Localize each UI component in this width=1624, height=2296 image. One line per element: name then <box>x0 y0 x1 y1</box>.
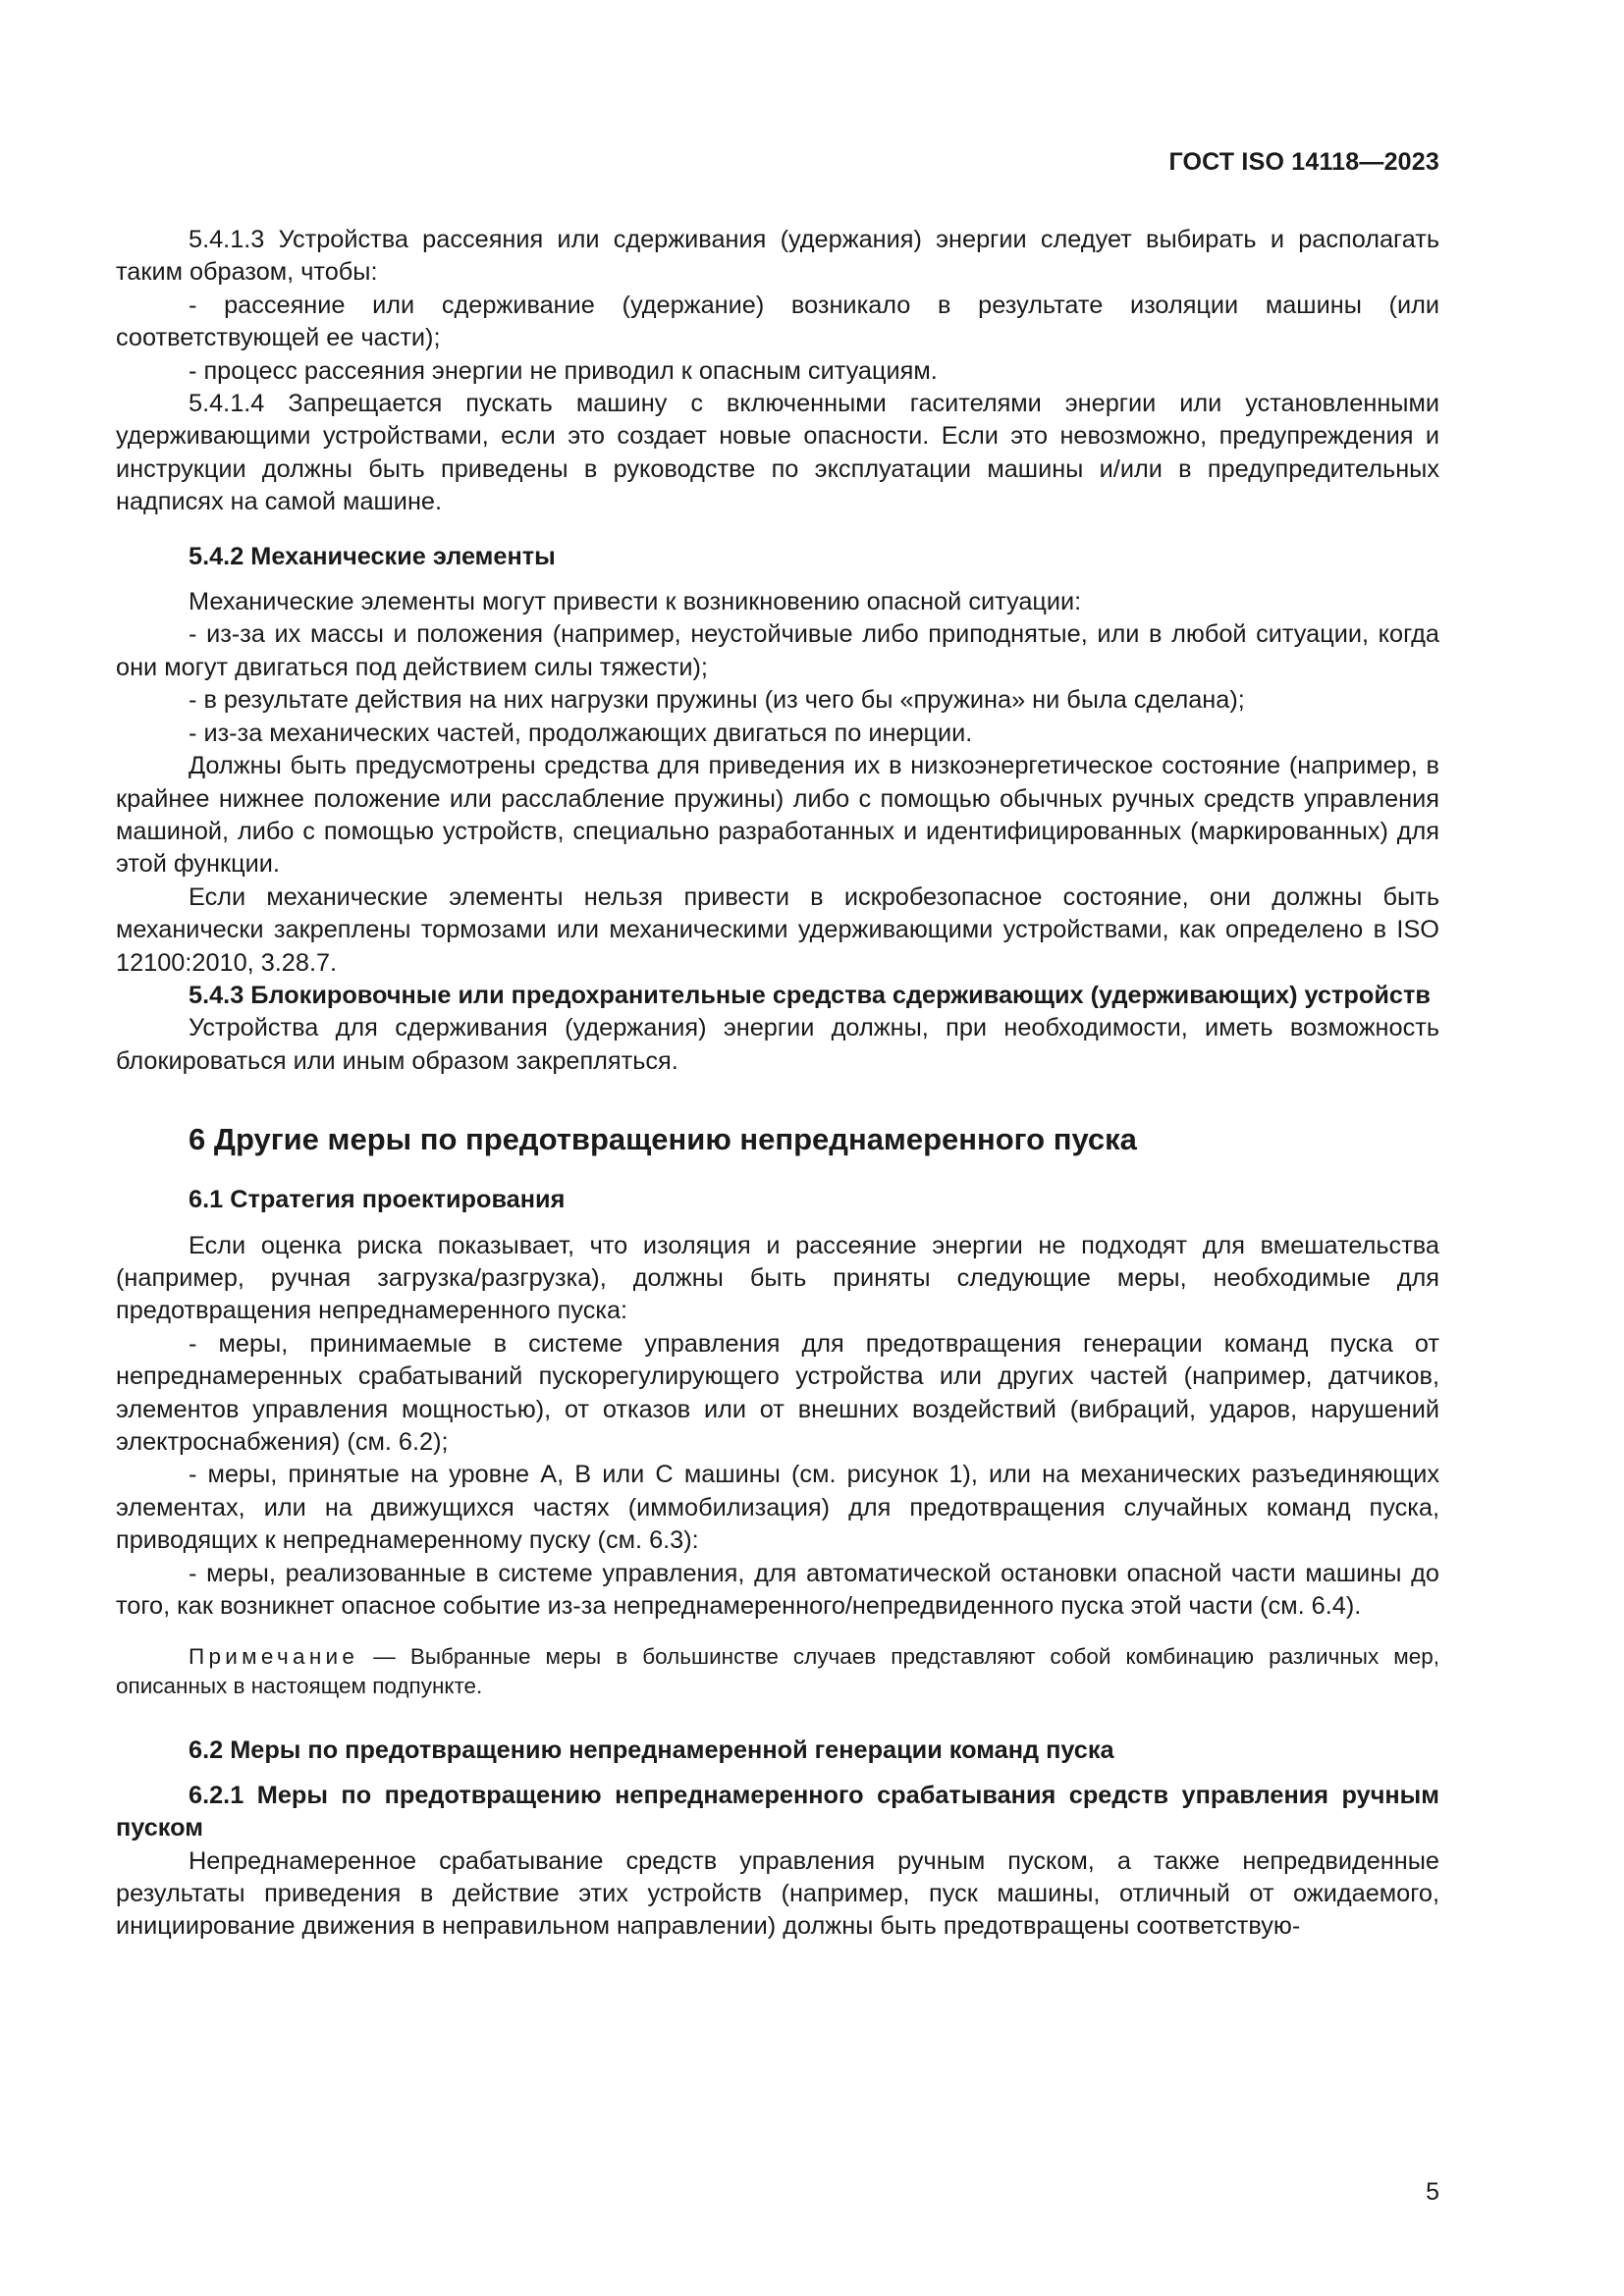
list-item: - рассеяние или сдерживание (удержание) возникало в результате изоляции машины (или соответствующей ее части); <box>116 291 1439 352</box>
paragraph: Непреднамеренное срабатывание средств управления ручным пуском, а также непредвиденные результаты приведения в действие этих устройств (например, пуск машины, отличный от ожидаемого, инициирование движения в неправильном направлении) должны быть предотвращены соответствую- <box>116 1846 1439 1941</box>
heading-5-4-3: 5.4.3 Блокировочные или предохранительные средства сдерживающих (удерживающих) устройств <box>189 981 1431 1009</box>
paragraph-5-4-1-3: 5.4.1.3 Устройства рассеяния или сдерживания (удержания) энергии следует выбирать и располагать таким образом, чтобы: <box>116 226 1439 287</box>
page-number: 5 <box>1426 2178 1439 2206</box>
note-label: Примечание <box>189 1644 359 1670</box>
list-item: - в результате действия на них нагрузки пружины (из чего бы «пружина» ни была сделана); <box>189 686 1245 715</box>
paragraph: Механические элементы могут привести к возникновению опасной ситуации: <box>189 588 1082 616</box>
paragraph: Если механические элементы нельзя привести в искробезопасное состояние, они должны быть механически закреплены тормозами или механическими удерживающими устройствами, как определено в ISO 12100:2010, 3.28.7. <box>116 882 1439 977</box>
heading-6-2-1: 6.2.1 Меры по предотвращению непреднамеренного срабатывания средств управления ручным пуском <box>116 1781 1439 1842</box>
list-item: - меры, принимаемые в системе управления для предотвращения генерации команд пуска от непреднамеренных срабатываний пускорегулирующего устройства или других частей (например, датчиков, элементов управления мощностью), от отказов или от внешних воздействий (вибраций, ударов, нарушений электроснабжения) (см. 6.2); <box>116 1329 1439 1456</box>
list-item: - из-за их массы и положения (например, неустойчивые либо приподнятые, или в любой ситуации, когда они могут двигаться под действием силы тяжести); <box>116 620 1439 681</box>
list-item: - меры, реализованные в системе управления, для автоматической остановки опасной части машины до того, как возникнет опасное событие из-за непреднамеренного/непредвиденного пуска этой части (см. 6.4). <box>116 1559 1439 1621</box>
paragraph: Устройства для сдерживания (удержания) энергии должны, при необходимости, иметь возможность блокироваться или иным образом закрепляться. <box>116 1014 1439 1075</box>
paragraph: Должны быть предусмотрены средства для приведения их в низкоэнергетическое состояние (например, в крайнее нижнее положение или расслабление пружины) либо с помощью обычных ручных средств управления машиной, либо с помощью устройств, специально разработанных и идентифицированных (маркированных) для этой функции. <box>116 752 1439 879</box>
note-text: — Выбранные меры в большинстве случаев представляют собой комбинацию различных мер, описанных в настоящем подпункте. <box>116 1644 1439 1699</box>
document-body <box>116 224 1439 1944</box>
heading-5-4-2: 5.4.2 Механические элементы <box>189 542 556 570</box>
document-code-header: ГОСТ ISO 14118—2023 <box>1168 148 1439 176</box>
paragraph: Если оценка риска показывает, что изоляция и рассеяние энергии не подходят для вмешательства (например, ручная загрузка/разгрузка), должны быть приняты следующие меры, необходимые для предотвращения непреднамеренного пуска: <box>116 1231 1439 1325</box>
heading-section-6: 6 Другие меры по предотвращению непреднамеренного пуска <box>189 1122 1137 1157</box>
document-page <box>116 0 1439 2296</box>
heading-6-2: 6.2 Меры по предотвращению непреднамеренной генерации команд пуска <box>189 1736 1114 1765</box>
paragraph-5-4-1-4: 5.4.1.4 Запрещается пускать машину с включенными гасителями энергии или установленными удерживающими устройствами, если это создает новые опасности. Если это невозможно, предупреждения и инструкции должны быть приведены в руководстве по эксплуатации машины и/или в предупредительных надписях на самой машине. <box>116 390 1439 516</box>
heading-6-1: 6.1 Стратегия проектирования <box>189 1186 566 1214</box>
note <box>116 1642 1439 1701</box>
list-item: - из-за механических частей, продолжающих двигаться по инерции. <box>189 719 973 747</box>
list-item: - меры, принятые на уровне A, B или C машины (см. рисунок 1), или на механических разъединяющих элементах, или на движущихся частях (иммобилизация) для предотвращения случайных команд пуска, приводящих к непреднамеренному пуску (см. 6.3): <box>116 1461 1439 1555</box>
list-item: - процесс рассеяния энергии не приводил к опасным ситуациям. <box>189 356 938 385</box>
